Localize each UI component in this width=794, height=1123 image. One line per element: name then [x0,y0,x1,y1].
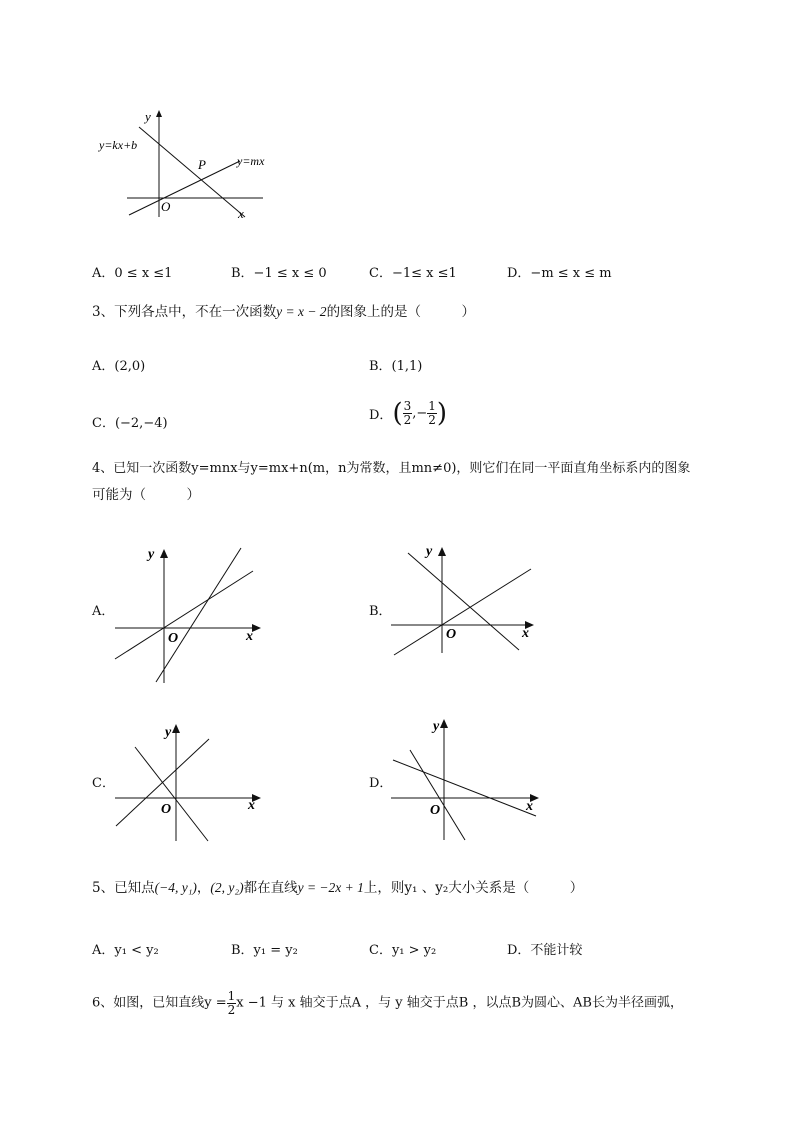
x-label: x [522,626,529,641]
q3-stem [92,302,475,322]
q6-stem-suffix: x −1 与 x 轴交于点A ，与 y 轴交于点B ，以点B为圆心、AB长为半径画弧， [236,995,683,1011]
q3-option-d-label: D． [369,408,393,423]
q2-option-d: D．−m ≤ x ≤ m [507,266,612,281]
y-label: y [426,544,433,559]
q3-option-c: C．(−2,−4) [92,416,168,431]
q2-option-b: B．−1 ≤ x ≤ 0 [231,266,327,281]
line-2 [410,750,465,840]
q5-stem-prefix: 5、已知点 [92,880,155,896]
y-label: y [165,725,172,740]
q6-stem [92,990,683,1017]
line1-label: y=kx+b [99,138,138,152]
q4-option-c-label: C． [92,776,115,791]
y-label: y [433,719,440,734]
q5-line-eq: y = −2x + 1 [297,880,364,895]
q4-graph-d [388,712,548,844]
y-label: y [145,109,151,124]
origin-label: O [161,199,171,214]
origin-label: O [446,627,457,642]
q3-option-a: A．(2,0) [92,359,146,374]
q5-option-a: A．y₁ < y₂ [92,943,159,958]
origin-label: O [168,631,179,646]
x-label: x [248,798,255,813]
fraction: $\frac{3}{2}$ [403,399,412,427]
fraction: $\frac{1}{2}$ [227,989,236,1017]
q3-stem-prefix: 3、下列各点中，不在一次函数 [92,304,277,320]
fraction: $\frac{1}{2}$ [428,399,436,427]
q5-stem: 5、已知点(−4, y₁)，(2, y₂)都在直线y = −2x + 1上，则y₁ 、y₂大小关系是（ ） [92,880,584,896]
q2-option-a: A．0 ≤ x ≤1 [92,266,173,281]
line-1 [115,571,253,659]
q3-option-d: D．( $\frac{3}{2}$ ,− $\frac{1}{2}$ ) [369,398,448,429]
q2-option-c: C．−1≤ x ≤1 [369,266,457,281]
q3-stem-suffix: 的图象上的是（ ） [326,304,476,320]
q5-option-d: D．不能计较 [507,943,583,958]
q4-option-a-label: A． [92,604,115,619]
x-label: x [526,799,533,814]
q4-option-b-label: B． [369,604,392,619]
q6-stem-prefix: 6、如图，已知直线y = [92,995,227,1011]
line-mx [129,161,240,215]
line-2 [156,548,241,682]
line2-label: y=mx [237,154,265,168]
q4-stem-line1: 4、已知一次函数y=mnx与y=mx+n(m，n为常数，且mn≠0)，则它们在同一平面直角坐标系内的图象 [92,461,691,476]
origin-label: O [161,802,172,817]
origin-label: O [430,803,441,818]
line-1 [393,760,536,816]
q5-option-b: B．y₁ = y₂ [231,943,298,958]
q3-stem-eq: y = x − 2 [276,304,327,319]
line-2 [135,747,208,841]
q4-graph-b [388,538,543,663]
q5-point2: (2, y₂) [210,880,244,895]
q5-point1: (−4, y₁) [154,880,197,895]
q4-option-d-label: D． [369,776,393,791]
y-label: y [148,547,155,562]
q4-graph-a [110,540,270,685]
x-label: x [238,206,244,221]
q4-graph-c [110,715,270,845]
line-kx-b [139,127,245,217]
q3-option-b: B．(1,1) [369,359,423,374]
q4-stem-line2: 可能为（ ） [92,487,200,503]
q5-option-c: C．y₁ > y₂ [369,943,437,958]
x-label: x [246,629,253,644]
q5-stem-suffix: 上，则y₁ 、y₂大小关系是（ ） [363,880,584,896]
q2-figure [95,105,285,225]
p-label: P [198,157,206,172]
